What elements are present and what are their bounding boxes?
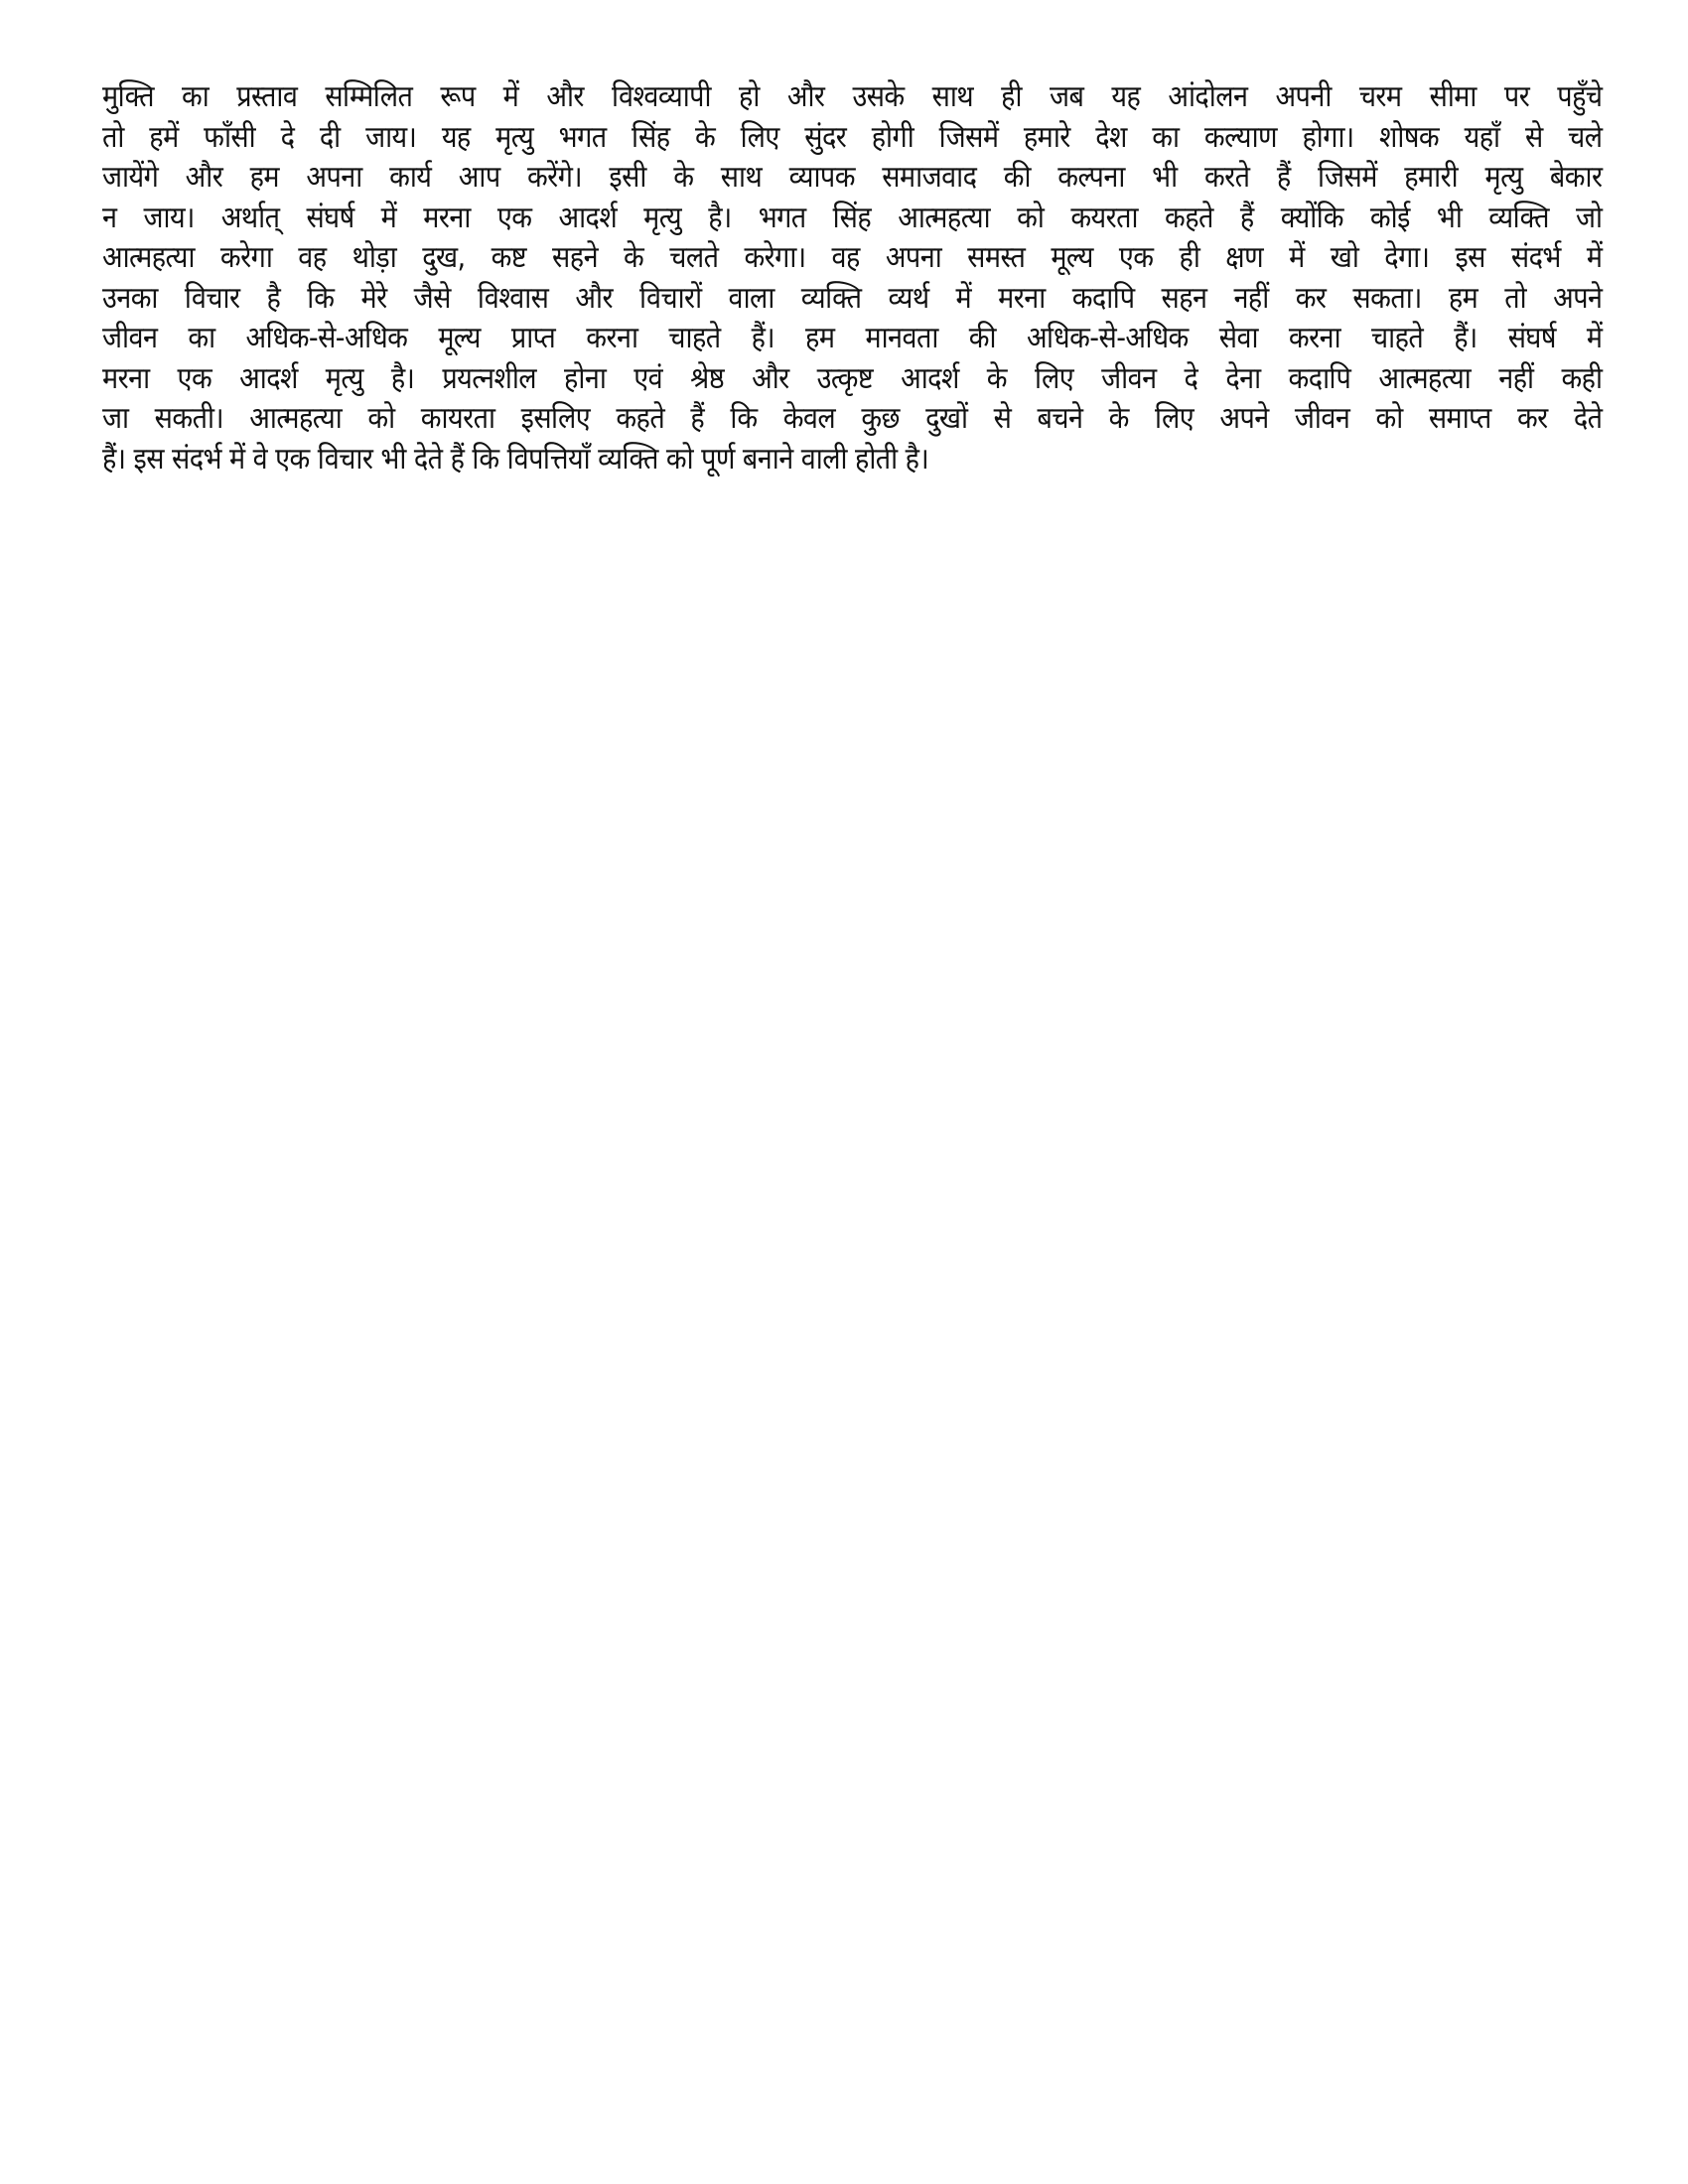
- paragraph-line: तो हमें फाँसी दे दी जाय। यह मृत्यु भगत सिंह के लिए सुंदर होगी जिसमें हमारे देश का कल्याण होगा। शोषक यहाँ से चले: [102, 119, 1603, 155]
- paragraph-line: उनका विचार है कि मेरे जैसे विश्वास और विचारों वाला व्यक्ति व्यर्थ में मरना कदापि सहन नहीं कर सकता। हम तो अपने: [102, 280, 1603, 316]
- paragraph-line: आत्महत्या करेगा वह थोड़ा दुख, कष्ट सहने के चलते करेगा। वह अपना समस्त मूल्य एक ही क्षण में खो देगा। इस संदर्भ में: [102, 240, 1603, 275]
- paragraph-line: मुक्ति का प्रस्ताव सम्मिलित रूप में और विश्वव्यापी हो और उसके साथ ही जब यह आंदोलन अपनी चरम सीमा पर पहुँचे: [102, 79, 1603, 114]
- paragraph-line: मरना एक आदर्श मृत्यु है। प्रयत्नशील होना एवं श्रेष्ठ और उत्कृष्ट आदर्श के लिए जीवन दे देना कदापि आत्महत्या नहीं कही: [102, 360, 1603, 396]
- paragraph-line-last: हैं। इस संदर्भ में वे एक विचार भी देते हैं कि विपत्तियाँ व्यक्ति को पूर्ण बनाने वाली होती है।: [102, 441, 929, 477]
- paragraph-line: जायेंगे और हम अपना कार्य आप करेंगे। इसी के साथ व्यापक समाजवाद की कल्पना भी करते हैं जिसमें हमारी मृत्यु बेकार: [102, 160, 1603, 195]
- body-paragraph: [102, 77, 1604, 479]
- paragraph-line: जा सकती। आत्महत्या को कायरता इसलिए कहते हैं कि केवल कुछ दुखों से बचने के लिए अपने जीवन को समाप्त कर देते: [102, 401, 1603, 436]
- paragraph-line: न जाय। अर्थात् संघर्ष में मरना एक आदर्श मृत्यु है। भगत सिंह आत्महत्या को कयरता कहते हैं क्योंकि कोई भी व्यक्ति जो: [102, 200, 1603, 235]
- paragraph-line: जीवन का अधिक-से-अधिक मूल्य प्राप्त करना चाहते हैं। हम मानवता की अधिक-से-अधिक सेवा करना चाहते हैं। संघर्ष में: [102, 321, 1603, 355]
